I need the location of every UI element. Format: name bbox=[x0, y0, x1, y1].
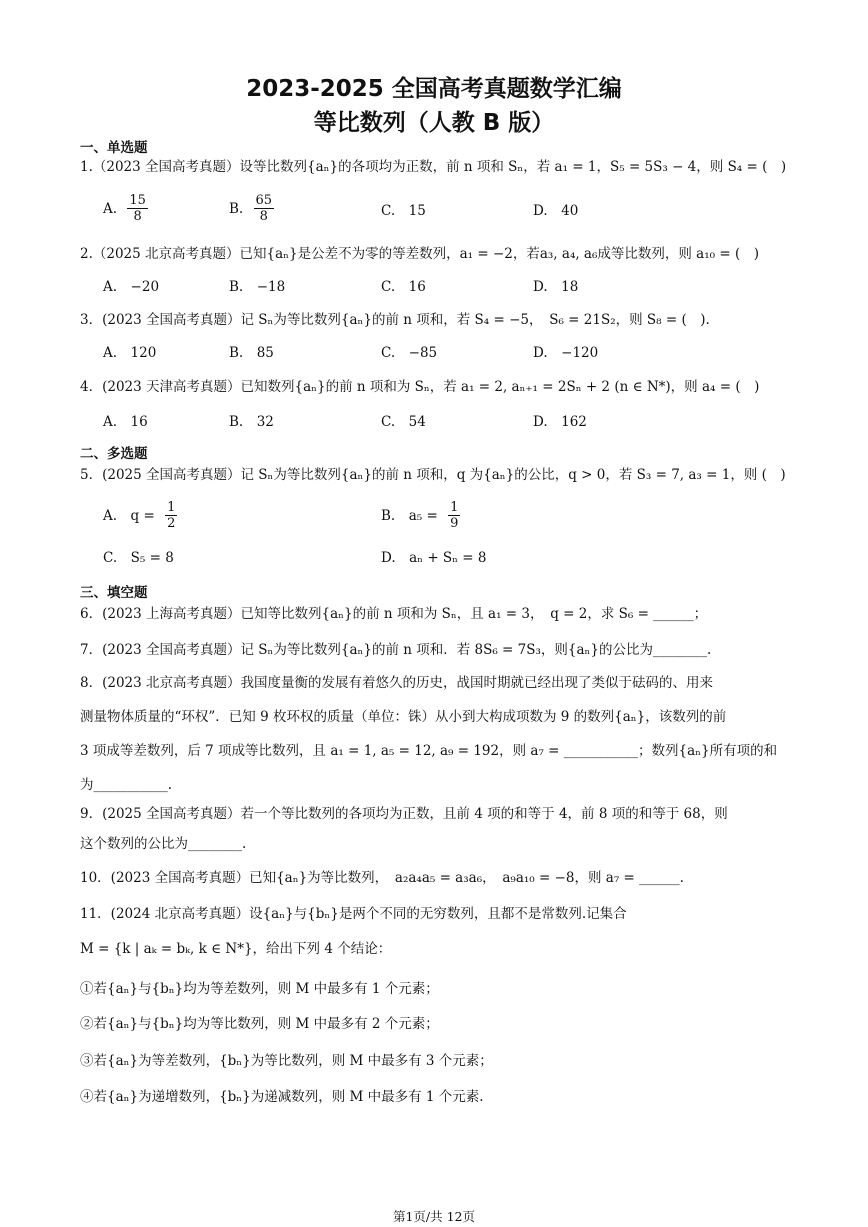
fraction-numerator: 15 bbox=[129, 193, 146, 208]
question-7-stem: 7．(2023 全国高考真题）记 Sₙ为等比数列{aₙ}的前 n 项和．若 8S₆ = 7S₃，则{aₙ}的公比为________. bbox=[80, 642, 712, 658]
question-5-option-a bbox=[103, 500, 177, 531]
question-8-line-1: 8．(2023 北京高考真题）我国度量衡的发展有着悠久的历史，战国时期就已经出现了类似于砝码的、用来 bbox=[80, 675, 714, 691]
question-1-option-a bbox=[103, 193, 148, 224]
question-2-option-b: B. −18 bbox=[229, 279, 286, 295]
question-4-option-a: A. 16 bbox=[103, 414, 148, 430]
section-heading-multiple-choice: 二、多选题 bbox=[80, 446, 148, 462]
question-1-option-d: D. 40 bbox=[533, 203, 579, 219]
fraction-denominator: 2 bbox=[167, 516, 176, 531]
fraction-denominator: 9 bbox=[450, 516, 459, 531]
question-11-conclusion-3: ③若{aₙ}为等差数列，{bₙ}为等比数列，则 M 中最多有 3 个元素； bbox=[80, 1053, 493, 1069]
fraction-numerator: 1 bbox=[450, 500, 459, 515]
question-1-option-c: C. 15 bbox=[381, 203, 426, 219]
fraction bbox=[127, 193, 148, 224]
fraction-denominator: 8 bbox=[259, 209, 268, 224]
question-5-stem: 5．(2025 全国高考真题）记 Sₙ为等比数列{aₙ}的前 n 项和，q 为{aₙ}的公比，q > 0，若 S₃ = 7, a₃ = 1，则 ( ) bbox=[80, 467, 786, 483]
question-11-conclusion-1: ①若{aₙ}与{bₙ}均为等差数列，则 M 中最多有 1 个元素； bbox=[80, 981, 439, 997]
question-2-option-c: C. 16 bbox=[381, 279, 426, 295]
question-8-line-3: 3 项成等差数列，后 7 项成等比数列，且 a₁ = 1, a₅ = 12, a₉ = 192，则 a₇ = ___________；数列{aₙ}所有项的和 bbox=[80, 743, 778, 759]
question-4-stem: 4．(2023 天津高考真题）已知数列{aₙ}的前 n 项和为 Sₙ，若 a₁ = 2, aₙ₊₁ = 2Sₙ + 2 (n ∈ N*)，则 a₄ = ( ) bbox=[80, 379, 760, 395]
question-4-option-d: D. 162 bbox=[533, 414, 587, 430]
question-8-line-2: 测量物体质量的“环权”．已知 9 枚环权的质量（单位：铢）从小到大构成项数为 9 的数列{aₙ}，该数列的前 bbox=[80, 709, 727, 725]
question-11-conclusion-2: ②若{aₙ}与{bₙ}均为等比数列，则 M 中最多有 2 个元素； bbox=[80, 1016, 439, 1032]
question-9-line-1: 9．(2025 全国高考真题）若一个等比数列的各项均为正数，且前 4 项的和等于 4，前 8 项的和等于 68，则 bbox=[80, 806, 728, 822]
question-6-stem: 6．(2023 上海高考真题）已知等比数列{aₙ}的前 n 项和为 Sₙ，且 a₁ = 3， q = 2，求 S₆ = ______； bbox=[80, 606, 708, 622]
question-11-line-2: M = {k | aₖ = bₖ, k ∈ N*}，给出下列 4 个结论： bbox=[80, 941, 392, 957]
question-2-option-a: A. −20 bbox=[103, 279, 160, 295]
question-4-option-b: B. 32 bbox=[229, 414, 274, 430]
option-label: A. q = bbox=[103, 507, 155, 524]
question-4-option-c: C. 54 bbox=[381, 414, 426, 430]
option-label: B. bbox=[229, 200, 244, 217]
section-heading-fill-in: 三、填空题 bbox=[80, 585, 148, 601]
section-heading-single-choice: 一、单选题 bbox=[80, 140, 148, 156]
question-5-option-d: D. aₙ + Sₙ = 8 bbox=[381, 550, 487, 566]
question-2-stem: 2.（2025 北京高考真题）已知{aₙ}是公差不为零的等差数列，a₁ = −2，若a₃, a₄, a₆成等比数列，则 a₁₀ = ( ) bbox=[80, 246, 759, 262]
option-label: A. bbox=[103, 200, 118, 217]
question-3-stem: 3．(2023 全国高考真题）记 Sₙ为等比数列{aₙ}的前 n 项和，若 S₄ = −5， S₆ = 21S₂，则 S₈ = ( ). bbox=[80, 312, 710, 328]
question-3-option-b: B. 85 bbox=[229, 345, 274, 361]
question-2-option-d: D. 18 bbox=[533, 279, 579, 295]
question-3-option-d: D. −120 bbox=[533, 345, 599, 361]
question-1-option-b bbox=[229, 193, 274, 224]
question-11-line-1: 11．(2024 北京高考真题）设{aₙ}与{bₙ}是两个不同的无穷数列，且都不是常数列.记集合 bbox=[80, 906, 627, 922]
question-5-option-b bbox=[381, 500, 460, 531]
fraction bbox=[165, 500, 177, 531]
question-11-conclusion-4: ④若{aₙ}为递增数列，{bₙ}为递减数列，则 M 中最多有 1 个元素. bbox=[80, 1089, 484, 1105]
fraction bbox=[448, 500, 460, 531]
document-title: 2023-2025 全国高考真题数学汇编 bbox=[246, 76, 622, 102]
question-3-option-c: C. −85 bbox=[381, 345, 438, 361]
option-label: B. a₅ = bbox=[381, 507, 438, 524]
page-footer: 第1页/共 12页 bbox=[392, 1209, 476, 1224]
question-9-line-2: 这个数列的公比为________. bbox=[80, 836, 247, 852]
fraction-numerator: 65 bbox=[255, 193, 273, 208]
question-5-option-c: C. S₅ = 8 bbox=[103, 550, 174, 566]
fraction-numerator: 1 bbox=[167, 500, 176, 515]
fraction bbox=[254, 193, 275, 224]
question-10-stem: 10．(2023 全国高考真题）已知{aₙ}为等比数列， a₂a₄a₅ = a₃a₆， a₉a₁₀ = −8，则 a₇ = ______. bbox=[80, 870, 684, 886]
question-3-option-a: A. 120 bbox=[103, 345, 157, 361]
document-subtitle: 等比数列（人教 B 版） bbox=[313, 110, 555, 136]
question-8-line-4: 为___________. bbox=[80, 777, 173, 793]
question-1-stem: 1.（2023 全国高考真题）设等比数列{aₙ}的各项均为正数，前 n 项和 Sₙ，若 a₁ = 1，S₅ = 5S₃ − 4，则 S₄ = ( ) bbox=[80, 159, 787, 175]
fraction-denominator: 8 bbox=[133, 209, 142, 224]
